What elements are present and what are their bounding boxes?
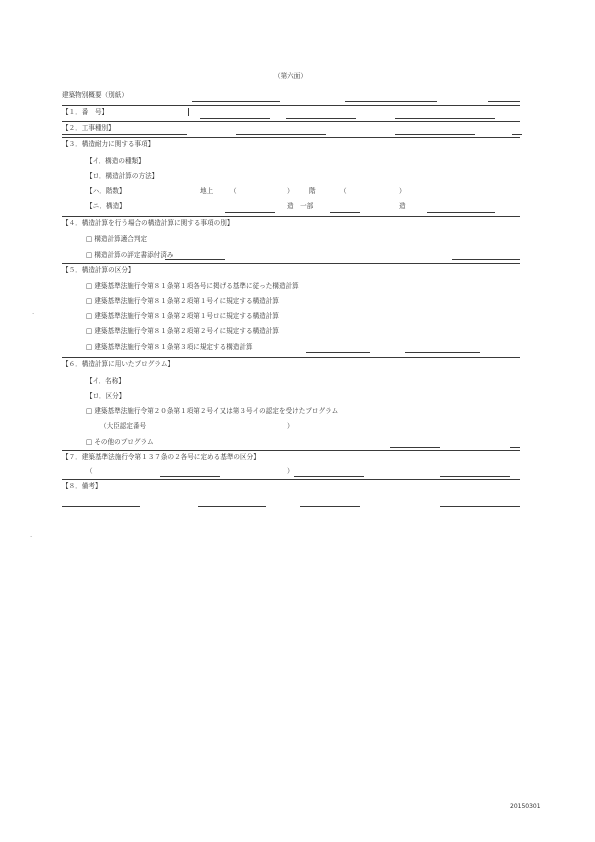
floors-label: 【ハ．階数】 — [86, 187, 126, 195]
calc-matter-label: 【４．構造計算を行う場合の構造計算に関する事項の別】 — [62, 219, 234, 227]
other-program-option[interactable]: □ その他のプログラム — [86, 438, 154, 446]
remarks-label: 【８．備考】 — [62, 482, 102, 490]
structure-end-label: 造 — [399, 202, 406, 210]
underline — [286, 118, 356, 119]
underline — [395, 134, 475, 135]
section-divider — [62, 263, 520, 264]
calc-category-option-3[interactable]: □ 建築基準法施行令第８１条第２項第１号ロに規定する構造計算 — [86, 312, 279, 320]
calc-category-option-4[interactable]: □ 建築基準法施行令第８１条第２項第２号イに規定する構造計算 — [86, 327, 279, 335]
underline — [440, 506, 520, 507]
section-divider — [62, 450, 520, 451]
structure-partial-label: 造 一部 — [287, 202, 314, 210]
underline — [225, 212, 275, 213]
calc-category-option-2[interactable]: □ 建築基準法施行令第８１条第２項第１号イに規定する構造計算 — [86, 297, 279, 305]
section-divider — [62, 137, 520, 138]
section-divider — [62, 121, 520, 122]
underline — [306, 352, 370, 353]
scan-speck: · — [30, 533, 33, 541]
program-name-label: 【イ．名称】 — [86, 377, 125, 385]
certification-number-label: （大臣認定番号 — [100, 422, 147, 430]
paren-open: （ — [86, 467, 93, 475]
underline — [300, 506, 360, 507]
calc-method-label: 【ロ．構造計算の方法】 — [86, 172, 159, 180]
underline — [330, 212, 360, 213]
form-subtitle: 建築物別概要（別紙） — [62, 91, 128, 99]
underline — [427, 212, 495, 213]
underline — [390, 447, 440, 448]
structure-type-label: 【イ．構造の種類】 — [86, 157, 145, 165]
underline — [236, 134, 326, 135]
underline — [510, 447, 520, 448]
form-title: （第六面） — [274, 72, 307, 80]
paren-close: ） — [399, 187, 406, 195]
standard-category-label: 【７．建築基準法施行令第１３７条の２各号に定める基準の区分】 — [62, 453, 260, 461]
underline — [395, 118, 495, 119]
underline — [160, 476, 220, 477]
underline — [200, 118, 270, 119]
structure-section-label: 【３．構造耐力に関する事項】 — [62, 140, 155, 148]
underline — [294, 476, 364, 477]
floors-above-label: 地上 — [200, 187, 214, 195]
underline — [452, 259, 520, 260]
paren-open: （ — [230, 187, 237, 195]
footer-code: 20150301 — [510, 803, 541, 810]
underline — [512, 134, 522, 135]
underline — [405, 352, 480, 353]
paren-close: ） — [287, 187, 294, 195]
underline — [62, 134, 187, 135]
item-number-label: 【１．番 号】 — [62, 108, 109, 116]
section-divider — [62, 216, 520, 217]
underline — [198, 506, 266, 507]
certified-program-option[interactable]: □ 建築基準法施行令第２０条第１項第２号イ又は第３号イの認定を受けたプログラム — [86, 407, 339, 415]
paren-close: ） — [287, 422, 294, 430]
underline — [62, 506, 140, 507]
underline — [440, 476, 510, 477]
calc-evaluation-option[interactable]: □ 構造計算の評定書添付済み — [86, 251, 174, 259]
section-divider — [62, 479, 520, 480]
calc-category-option-1[interactable]: □ 建築基準法施行令第８１条第１項各号に掲げる基準に従った構造計算 — [86, 282, 299, 290]
underline — [165, 259, 225, 260]
section-divider — [62, 105, 520, 106]
field-marker — [188, 108, 189, 116]
calc-category-label: 【５．構造計算の区分】 — [62, 266, 135, 274]
paren-open: （ — [340, 187, 347, 195]
section-divider — [62, 357, 520, 358]
calc-category-option-5[interactable]: □ 建築基準法施行令第８１条第３項に規定する構造計算 — [86, 343, 253, 351]
underline — [488, 101, 520, 102]
program-category-label: 【ロ．区分】 — [86, 392, 126, 400]
floors-below-label: 階 — [309, 187, 316, 195]
calc-check-option[interactable]: □ 構造計算適合判定 — [86, 235, 148, 243]
structure-label: 【ニ．構造】 — [86, 202, 126, 210]
underline — [192, 101, 280, 102]
program-label: 【６．構造計算に用いたプログラム】 — [62, 360, 175, 368]
work-type-label: 【２．工事種別】 — [62, 124, 115, 132]
scan-speck: · — [32, 310, 35, 318]
paren-close: ） — [287, 467, 294, 475]
underline — [345, 101, 437, 102]
